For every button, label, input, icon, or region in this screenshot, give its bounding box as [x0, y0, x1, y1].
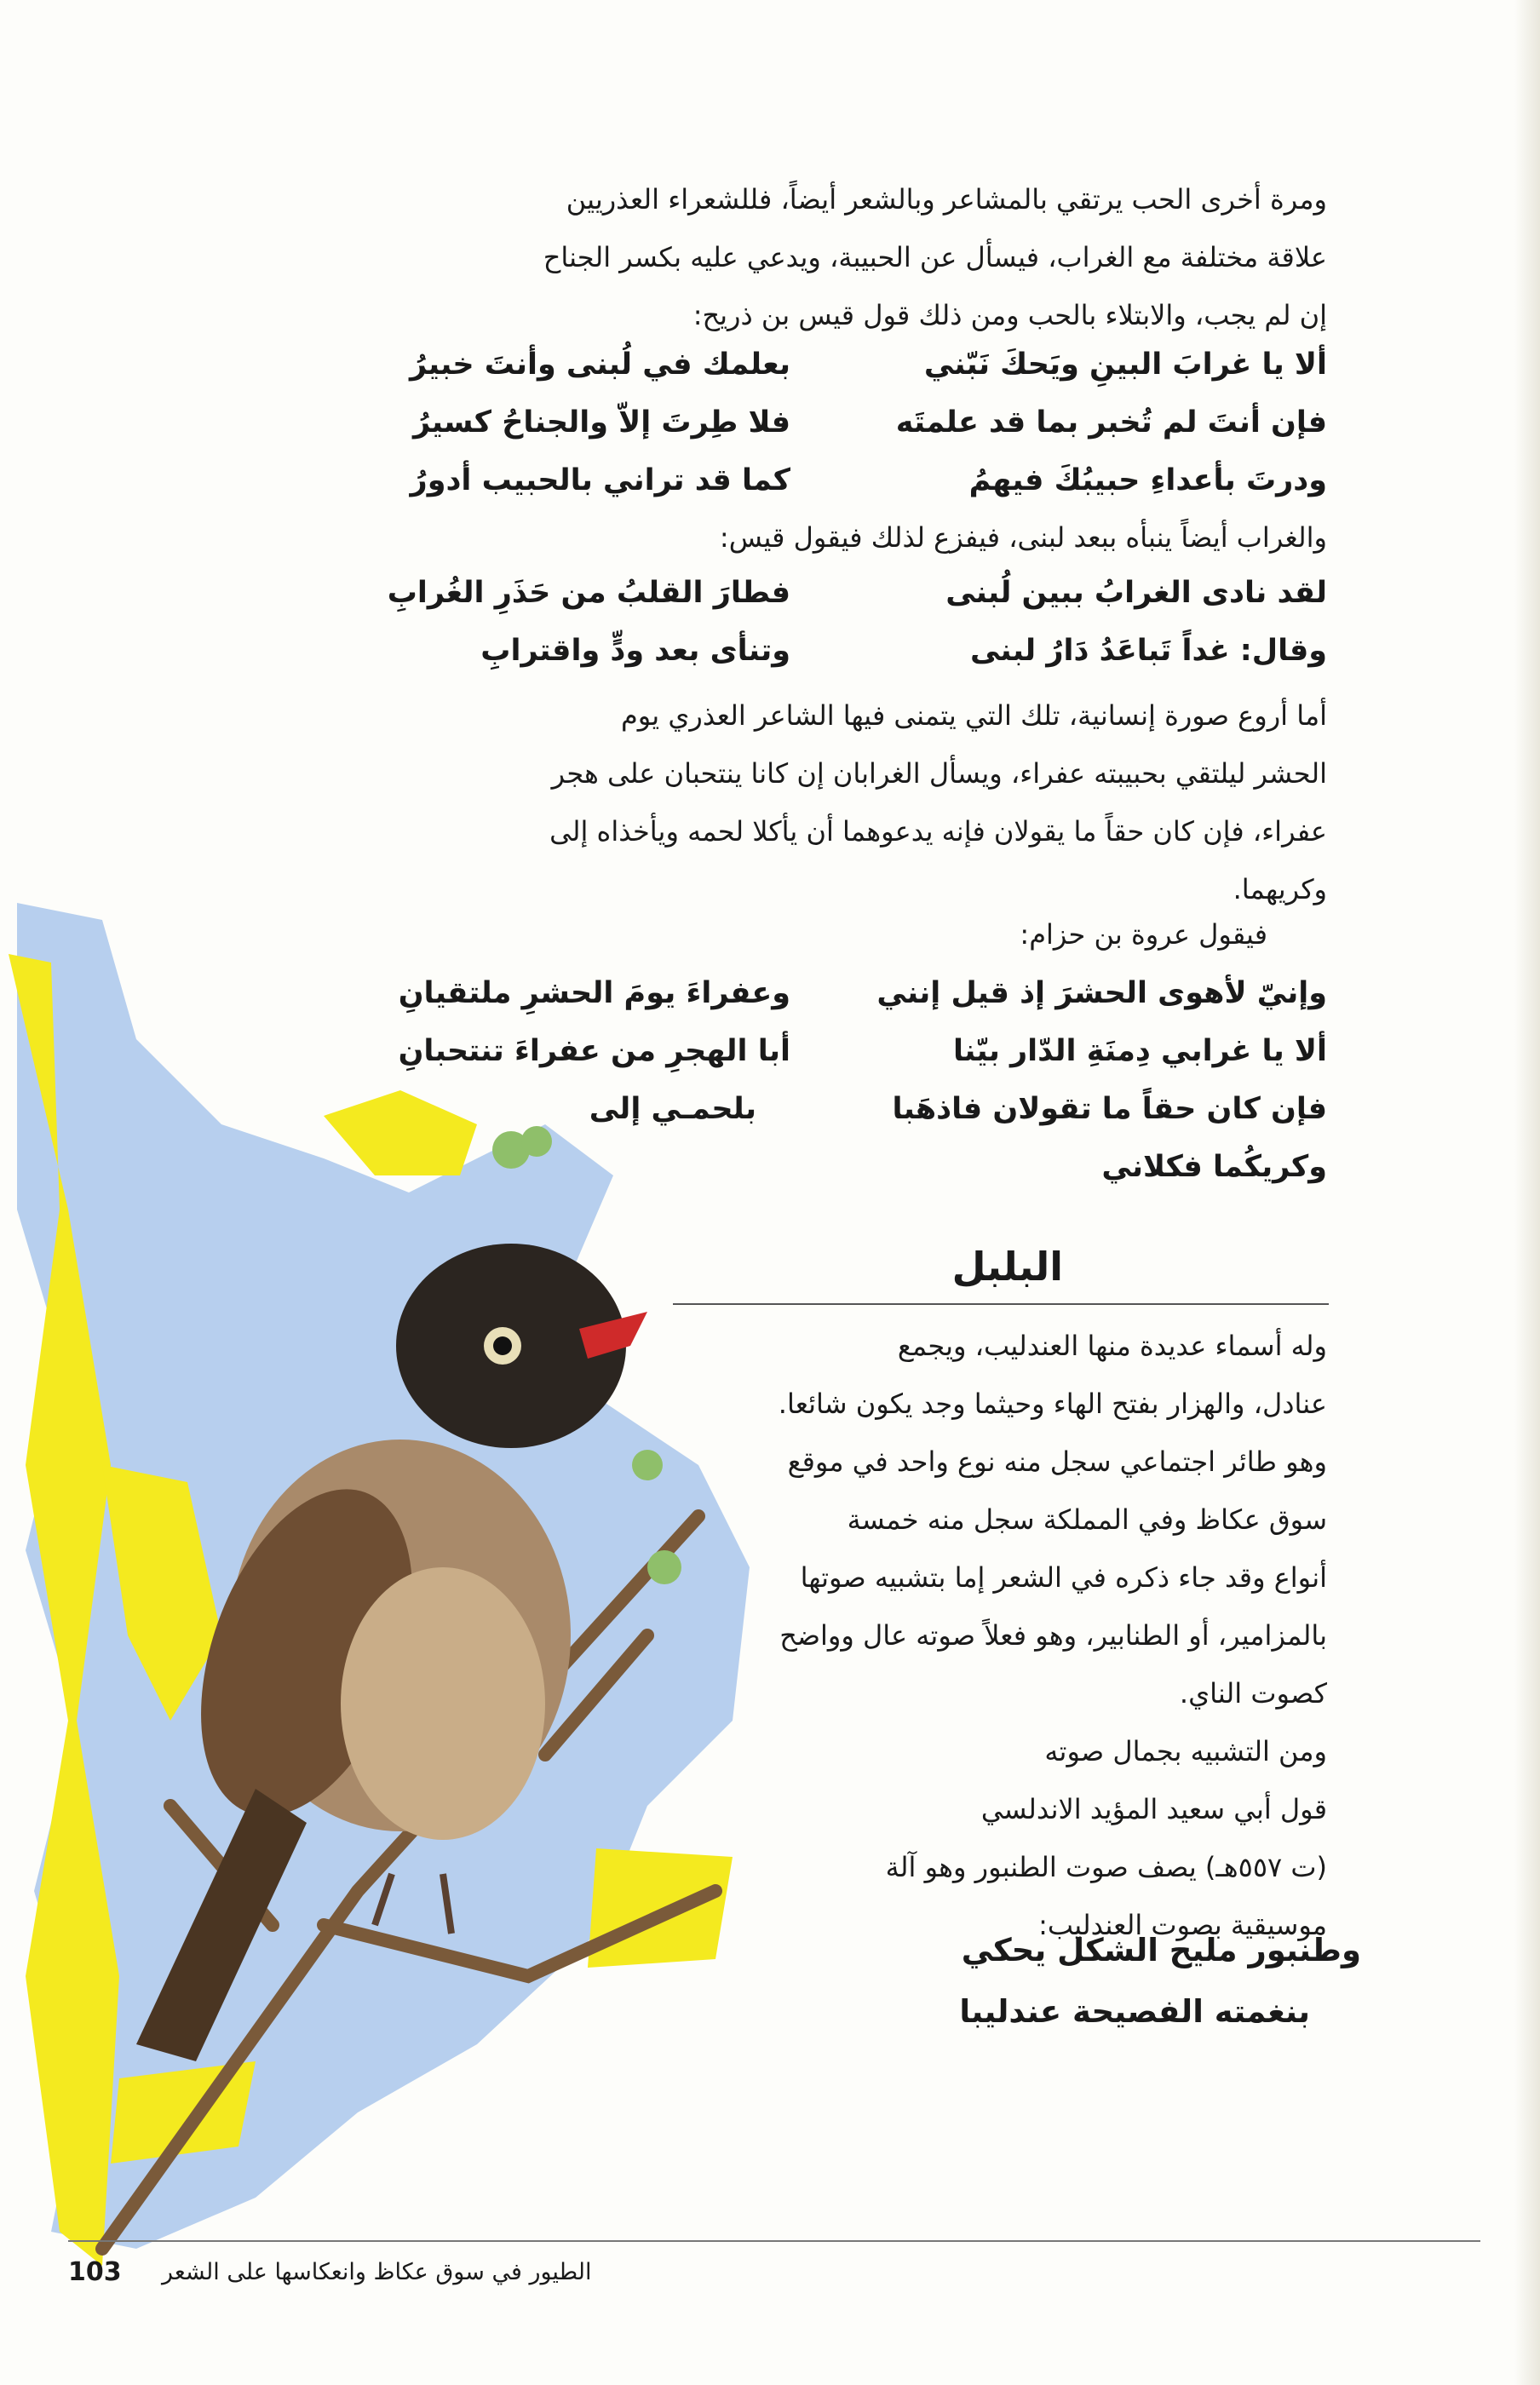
- poem2-hemistich-right: وقال: غداً تَباعَدُ دَارُ لبنى: [970, 634, 1327, 668]
- poem2-hemistich-left: وتنأى بعد ودٍّ واقترابِ: [480, 634, 790, 668]
- text-line: (ت ٥٥٧هـ) يصف صوت الطنبور وهو آلة: [885, 1851, 1327, 1883]
- final-verse-line: بنغمته الفصيحة عندليبا: [959, 1993, 1310, 2030]
- poem3-hemistich-right: فإن كان حقاً ما تقولان فاذهَبا: [892, 1092, 1327, 1126]
- bulbul-paragraph: [663, 1317, 1327, 1722]
- poem3-hemistich-right: وكريكُما فكلاني: [1101, 1150, 1327, 1184]
- poem3-intro: فيقول عروة بن حزام:: [1020, 918, 1267, 951]
- text-line: سوق عكاظ وفي المملكة سجل منه خمسة: [847, 1503, 1327, 1536]
- poem3-hemistich-left: وعفراءَ يومَ الحشرِ ملتقيانِ: [398, 976, 790, 1010]
- poem1-hemistich-left: كما قد تراني بالحبيب أدورُ: [410, 463, 790, 497]
- intro-paragraph: [211, 170, 1327, 344]
- bulbul-photo-illustration: [0, 869, 767, 2300]
- poem2-hemistich-right: لقد نادى الغرابُ ببين لُبنى: [945, 576, 1327, 610]
- text-line: أما أروع صورة إنسانية، تلك التي يتمنى فيها الشاعر العذري يوم: [620, 699, 1327, 732]
- poem1-hemistich-right: فإن أنتَ لم تُخبر بما قد علمتَه: [895, 405, 1327, 440]
- poem1-hemistich-right: ودرتَ بأعداءِ حبيبُكَ فيهمُ: [968, 463, 1327, 497]
- poem2-hemistich-left: فطارَ القلبُ من حَذَرِ الغُرابِ: [387, 576, 790, 610]
- poem3-hemistich-right: وإنيّ لأهوى الحشرَ إذ قيل إنني: [876, 976, 1327, 1010]
- paragraph-3: [211, 687, 1327, 918]
- footer-rule: [68, 2240, 1480, 2242]
- running-footer-title: الطيور في سوق عكاظ وانعكاسها على الشعر: [162, 2259, 592, 2285]
- poem1-hemistich-left: بعلمك في لُبنى وأنتَ خبيرُ: [410, 348, 790, 382]
- yellow-stroke-2: [324, 1090, 477, 1175]
- text-line: أنواع وقد جاء ذكره في الشعر إما بتشبيه صوتها: [800, 1561, 1327, 1594]
- poem1-hemistich-right: ألا يا غرابَ البينِ ويَحكَ نَبّني: [923, 348, 1327, 382]
- section-title: البلبل: [951, 1244, 1063, 1290]
- text-line: الحشر ليلتقي بحبيبته عفراء، ويسأل الغرابان إن كانا ينتحبان على هجر: [551, 757, 1327, 790]
- text-line: عفراء، فإن كان حقاً ما يقولان فإنه يدعوهما أن يأكلا لحمه ويأخذاه إلى: [549, 815, 1327, 848]
- text-line: وله أسماء عديدة منها العندليب، ويجمع: [897, 1330, 1327, 1362]
- text-line: ومرة أخرى الحب يرتقي بالمشاعر وبالشعر أيضاً، فللشعراء العذريين: [566, 183, 1327, 216]
- title-divider: [673, 1303, 1329, 1305]
- text-line: عنادل، والهزار بفتح الهاء وحيثما وجد يكون شائعا.: [778, 1388, 1327, 1420]
- poem3-hemistich-left: أبا الهجرِ من عفراءَ تنتحبانِ: [398, 1034, 790, 1068]
- final-verse-line: وطنبور مليح الشكل يحكي: [961, 1932, 1361, 1968]
- text-line: إن لم يجب، والابتلاء بالحب ومن ذلك قول قيس بن ذريح:: [692, 299, 1327, 331]
- text-line: بالمزامير، أو الطنابير، وهو فعلاً صوته عال وواضح: [779, 1619, 1327, 1652]
- bird-eye: [493, 1336, 512, 1355]
- text-line: ومن التشبيه بجمال صوته: [1044, 1735, 1327, 1767]
- poem3-hemistich-left: بلحمـي إلى: [589, 1092, 756, 1126]
- text-line: وكريهما.: [1233, 873, 1327, 905]
- page-number: 103: [68, 2257, 122, 2287]
- page-edge-shadow: [1514, 0, 1540, 2385]
- text-line: وهو طائر اجتماعي سجل منه نوع واحد في موقع: [787, 1445, 1327, 1478]
- text-line: موسيقية بصوت العندليب:: [1038, 1909, 1327, 1941]
- text-line: علاقة مختلفة مع الغراب، فيسأل عن الحبيبة، ويدعي عليه بكسر الجناح: [543, 241, 1327, 273]
- bird-belly: [341, 1567, 545, 1840]
- paragraph-2: والغراب أيضاً ينبأه ببعد لبنى، فيفزع لذلك فيقول قيس:: [719, 521, 1327, 554]
- poem1-hemistich-left: فلا طِرتَ إلاّ والجناحُ كسيرُ: [412, 405, 790, 440]
- bulbul-paragraph-2: [782, 1722, 1327, 1954]
- text-line: قول أبي سعيد المؤيد الاندلسي: [980, 1793, 1327, 1825]
- poem3-hemistich-right: ألا يا غرابي دِمنَةِ الدّار بيّنا: [952, 1034, 1327, 1068]
- yellow-stroke-4: [588, 1848, 733, 1968]
- text-line: كصوت الناي.: [1179, 1677, 1327, 1710]
